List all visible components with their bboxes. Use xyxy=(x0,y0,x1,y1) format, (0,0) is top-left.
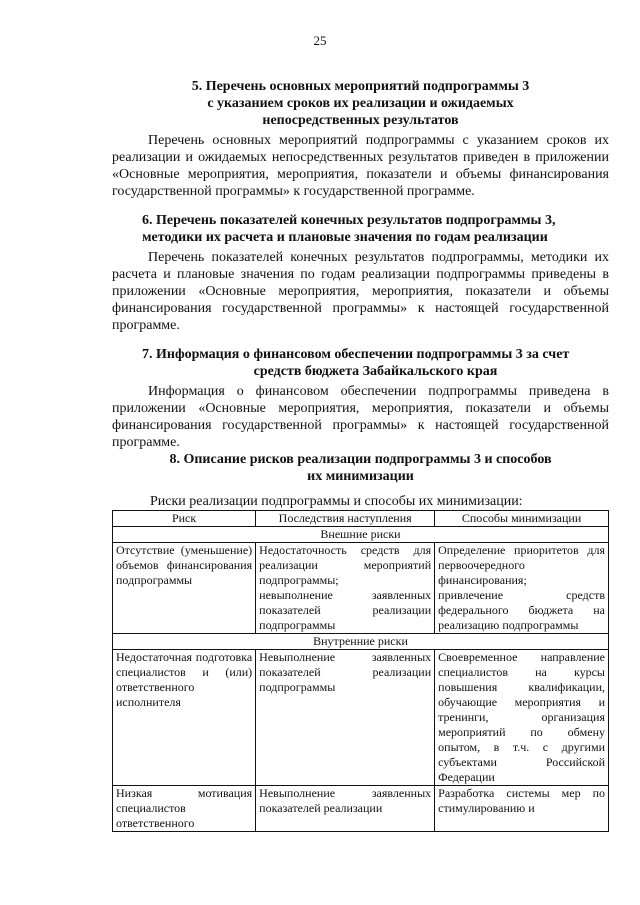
section-8-heading-line-2: их минимизации xyxy=(307,469,414,484)
section-8-heading xyxy=(112,451,609,485)
section-6-heading-line-2: методики их расчета и плановые значения по годам реализации xyxy=(142,230,548,245)
section-7-heading-line-2: средств бюджета Забайкальского края xyxy=(253,364,498,379)
section-7-text: Информация о финансовом обеспечении подпрограммы приведена в приложении «Основные мероприятия, мероприятия, показатели и объемы финансирования государственной программы» к настоящей государственной программе. xyxy=(112,384,609,450)
table-row xyxy=(113,786,609,832)
section-5-heading-line-1: 5. Перечень основных мероприятий подпрограммы 3 xyxy=(191,79,530,94)
section-5-text: Перечень основных мероприятий подпрограммы с указанием сроков их реализации и ожидаемых непосредственных результатов приведен в приложении «Основные мероприятия, мероприятия, показатели и объемы финансирования государственной программы» к государственной программе. xyxy=(112,133,609,199)
section-7-heading xyxy=(112,346,609,380)
page-number: 25 xyxy=(313,33,327,48)
row1-consequence-b: невыполнение заявленных показателей реализации подпрограммы xyxy=(259,588,432,632)
section-8-heading-line-1: 8. Описание рисков реализации подпрограммы 3 и способов xyxy=(169,452,552,467)
row1-consequence xyxy=(256,543,435,634)
internal-risks-row xyxy=(113,634,609,650)
row1-mitigation-a: Определение приоритетов для первоочередного финансирования; xyxy=(438,543,605,587)
row2-risk: Недостаточная подготовка специалистов и (или) ответственного исполнителя xyxy=(113,650,256,786)
row3-risk: Низкая мотивация специалистов ответственного xyxy=(113,786,256,832)
row1-mitigation xyxy=(435,543,609,634)
section-6-text: Перечень показателей конечных результатов подпрограммы, методики их расчета и плановые значения по годам реализации подпрограммы приведены в приложении «Основные мероприятия, мероприятия, показатели и объемы финансирования государственной программы» к настоящей государственной программе. xyxy=(112,250,609,333)
row1-risk: Отсутствие (уменьшение) объемов финансирования подпрограммы xyxy=(113,543,256,634)
row1-consequence-a: Недостаточность средств для реализации мероприятий подпрограммы; xyxy=(259,543,432,587)
section-7-heading-line-1: 7. Информация о финансовом обеспечении подпрограммы 3 за счет xyxy=(142,347,570,362)
row3-consequence: Невыполнение заявленных показателей реализации xyxy=(256,786,435,832)
header-mitigation: Способы минимизации xyxy=(435,511,609,527)
table-header-row xyxy=(113,511,609,527)
header-consequences: Последствия наступления xyxy=(256,511,435,527)
section-6-heading xyxy=(112,212,609,246)
table-row xyxy=(113,543,609,634)
table-caption: Риски реализации подпрограммы и способы их минимизации: xyxy=(150,494,523,509)
row2-mitigation: Своевременное направление специалистов на курсы повышения квалификации, обучающие мероприятия и тренинги, организация мероприятий по обмену опытом, в т.ч. с другими субъектами Российской Федерации xyxy=(435,650,609,786)
external-risks-label: Внешние риски xyxy=(113,527,609,543)
table-row xyxy=(113,650,609,786)
document-body xyxy=(112,78,609,832)
section-5-heading-line-3: непосредственных результатов xyxy=(262,113,459,128)
external-risks-row xyxy=(113,527,609,543)
row2-consequence: Невыполнение заявленных показателей реализации подпрограммы xyxy=(256,650,435,786)
risk-table xyxy=(112,510,609,832)
section-5-heading xyxy=(112,78,609,129)
section-5-heading-line-2: с указанием сроков их реализации и ожидаемых xyxy=(207,96,514,111)
section-6-heading-line-1: 6. Перечень показателей конечных результатов подпрограммы 3, xyxy=(142,213,556,228)
header-risk: Риск xyxy=(113,511,256,527)
row1-mitigation-b: привлечение средств федерального бюджета на реализацию подпрограммы xyxy=(438,588,605,632)
row3-mitigation: Разработка системы мер по стимулированию и xyxy=(435,786,609,832)
internal-risks-label: Внутренние риски xyxy=(113,634,609,650)
